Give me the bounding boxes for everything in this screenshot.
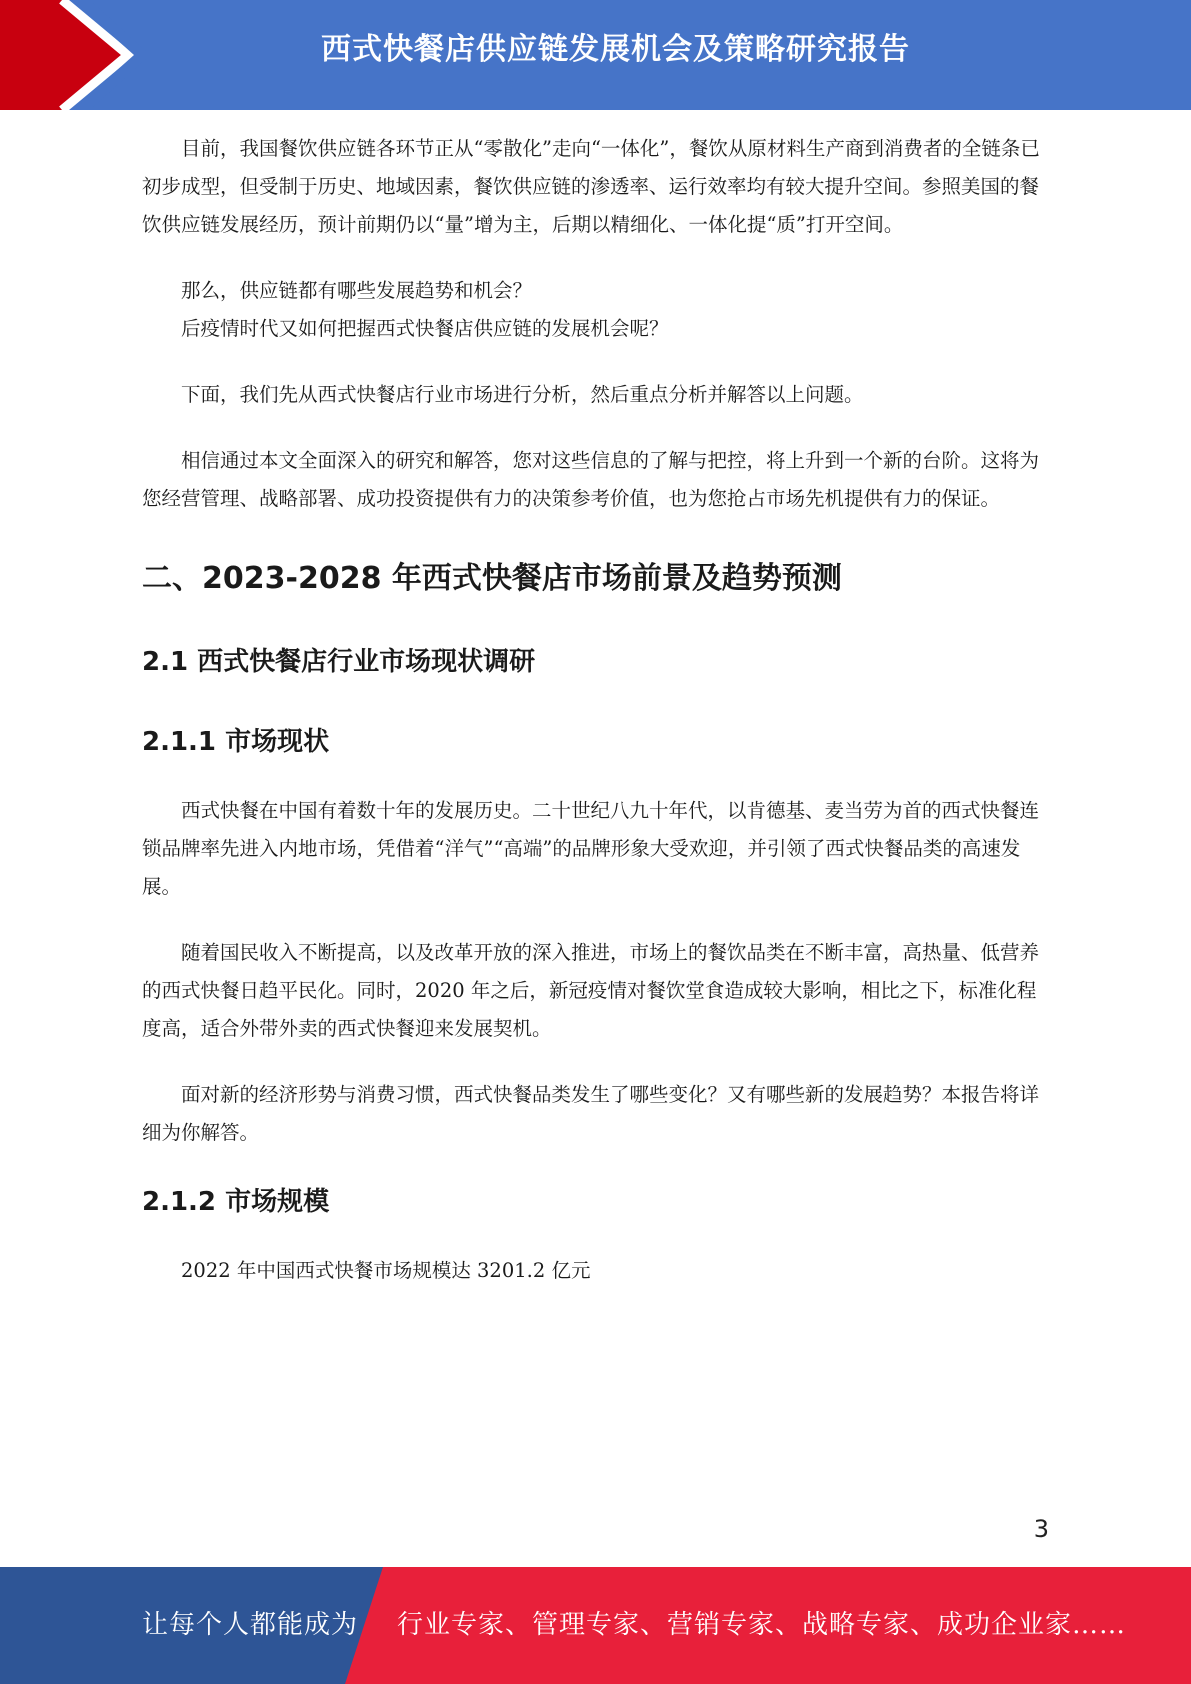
market-status-paragraph-1: 西式快餐在中国有着数十年的发展历史。二十世纪八九十年代，以肯德基、麦当劳为首的西式快餐连锁品牌率先进入内地市场，凭借着“洋气”“高端”的品牌形象大受欢迎，并引领了西式快餐品类的高速发展。 xyxy=(142,799,1040,898)
page-number: 3 xyxy=(1033,1515,1049,1543)
subsection-heading-2-1: 2.1 西式快餐店行业市场现状调研 xyxy=(142,647,536,677)
footer-slogan-left: 让每个人都能成为 xyxy=(142,1610,359,1640)
intro-paragraph-1: 目前，我国餐饮供应链各环节正从“零散化”走向“一体化”，餐饮从原材料生产商到消费者的全链条已初步成型，但受制于历史、地域因素，餐饮供应链的渗透率、运行效率均有较大提升空间。参照美国的餐饮供应链发展经历，预计前期仍以“量”增为主，后期以精细化、一体化提“质”打开空间。 xyxy=(142,137,1040,236)
footer-slogan-right: 行业专家、管理专家、营销专家、战略专家、成功企业家…… xyxy=(397,1610,1127,1640)
subsection-heading-2-1-2: 2.1.2 市场规模 xyxy=(142,1187,330,1217)
section-heading: 二、2023-2028 年西式快餐店市场前景及趋势预测 xyxy=(142,561,842,596)
market-status-paragraph-3: 面对新的经济形势与消费习惯，西式快餐品类发生了哪些变化？又有哪些新的发展趋势？本报告将详细为你解答。 xyxy=(142,1083,1040,1144)
intro-paragraph-3: 相信通过本文全面深入的研究和解答，您对这些信息的了解与把控，将上升到一个新的台阶。这将为您经营管理、战略部署、成功投资提供有力的决策参考价值，也为您抢占市场先机提供有力的保证。 xyxy=(142,449,1040,510)
market-status-paragraph-2: 随着国民收入不断提高，以及改革开放的深入推进，市场上的餐饮品类在不断丰富，高热量、低营养的西式快餐日趋平民化。同时，2020 年之后，新冠疫情对餐饮堂食造成较大影响，相比之下，标准化程度高，适合外带外卖的西式快餐迎来发展契机。 xyxy=(142,941,1040,1040)
page-header xyxy=(0,0,1191,110)
question-1: 那么，供应链都有哪些发展趋势和机会？ xyxy=(181,279,533,302)
question-2: 后疫情时代又如何把握西式快餐店供应链的发展机会呢？ xyxy=(181,317,669,340)
page-footer xyxy=(0,1567,1191,1684)
subsection-heading-2-1-1: 2.1.1 市场现状 xyxy=(142,727,330,757)
report-title: 西式快餐店供应链发展机会及策略研究报告 xyxy=(321,32,910,67)
market-size-paragraph: 2022 年中国西式快餐市场规模达 3201.2 亿元 xyxy=(181,1259,591,1282)
page-content xyxy=(142,130,1052,1290)
intro-paragraph-2: 下面，我们先从西式快餐店行业市场进行分析，然后重点分析并解答以上问题。 xyxy=(181,383,864,406)
